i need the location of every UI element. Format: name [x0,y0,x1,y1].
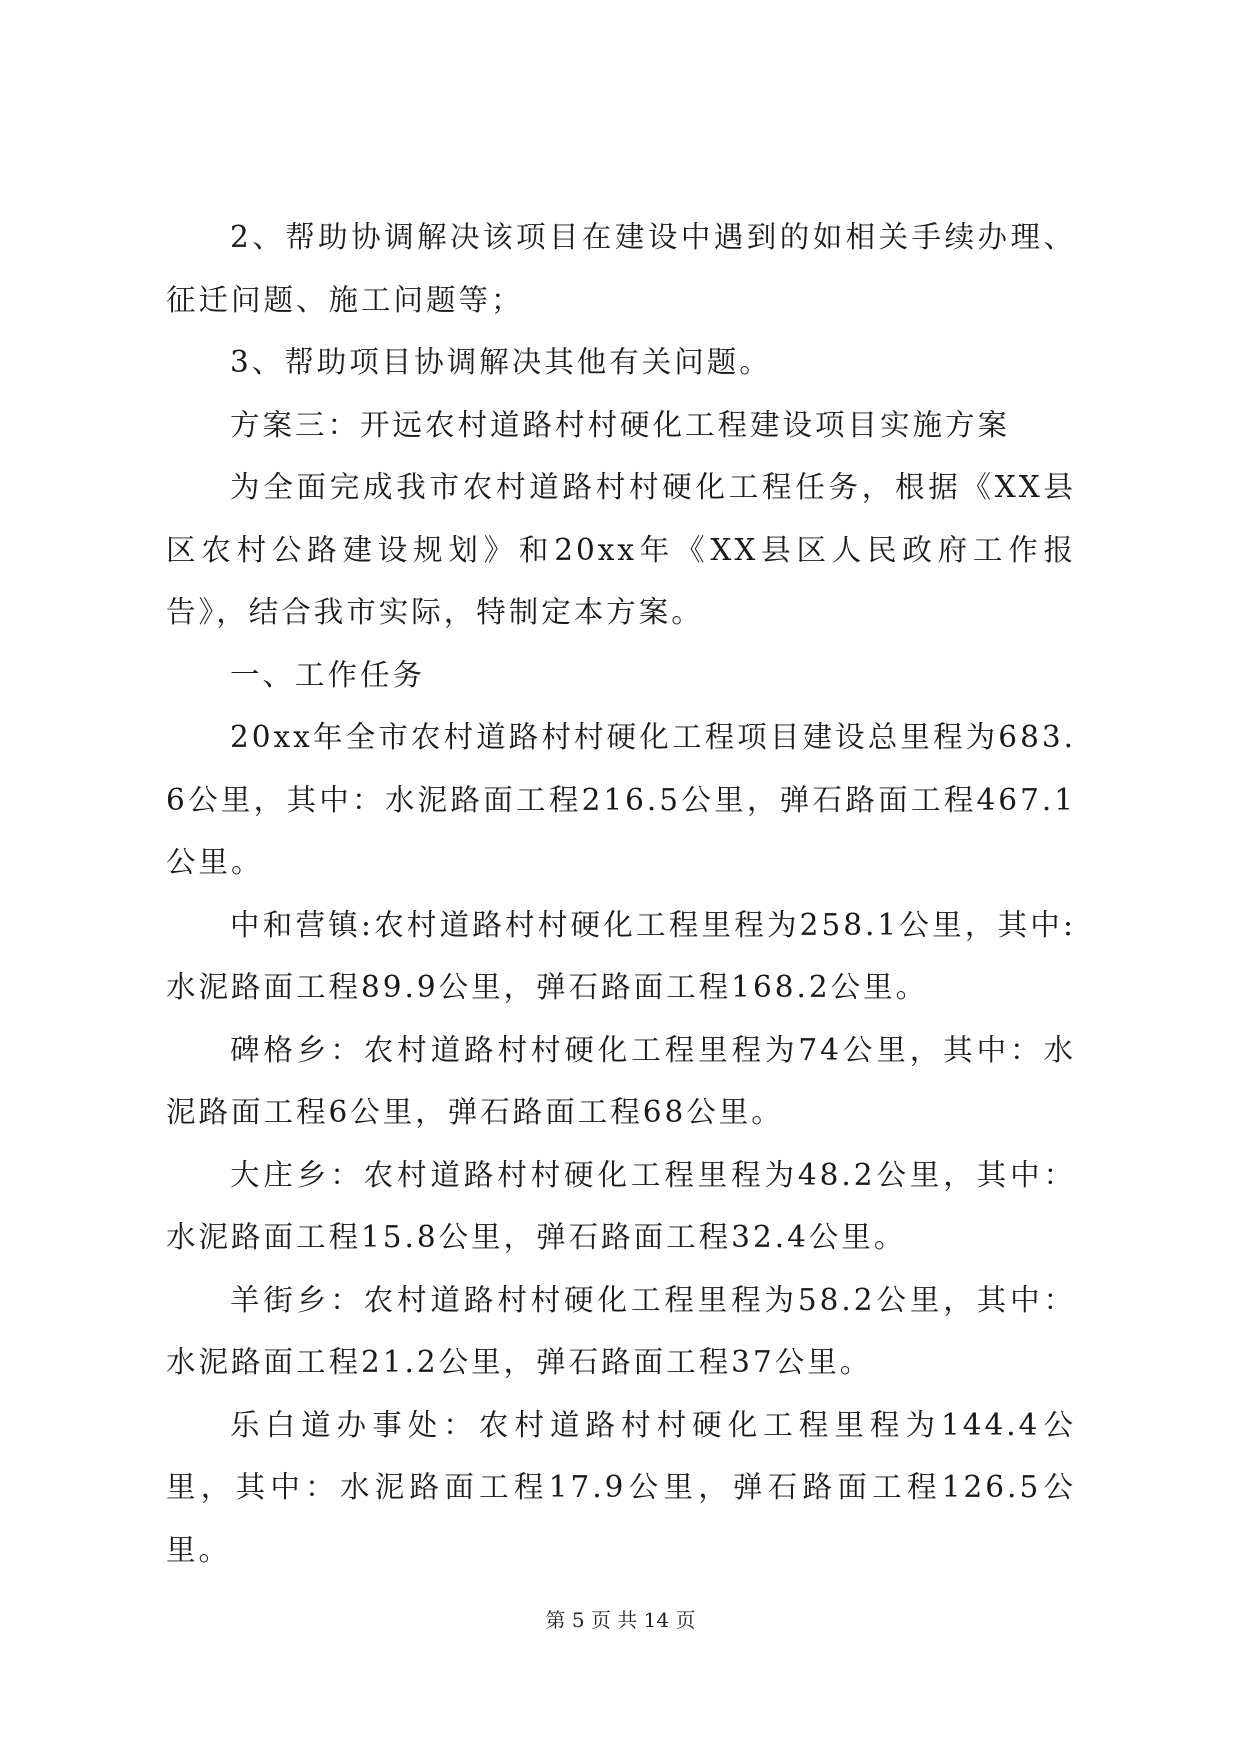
document-body [166,206,1076,1581]
paragraph-beige-township: 碑格乡：农村道路村村硬化工程里程为74公里，其中：水泥路面工程6公里，弹石路面工程68公里。 [166,1032,1076,1129]
paragraph-coordinate-procedures: 2、帮助协调解决该项目在建设中遇到的如相关手续办理、征迁问题、施工问题等； [166,220,1076,317]
paragraph-yangjie-township: 羊街乡：农村道路村村硬化工程里程为58.2公里，其中：水泥路面工程21.2公里，弹石路面工程37公里。 [166,1282,1076,1379]
paragraph-zhongheying-town: 中和营镇:农村道路村村硬化工程里程为258.1公里，其中:水泥路面工程89.9公里，弹石路面工程168.2公里。 [166,907,1076,1004]
section-heading-work-tasks: 一、工作任务 [230,657,426,692]
paragraph-coordinate-other-issues: 3、帮助项目协调解决其他有关问题。 [230,345,772,379]
paragraph-total-mileage: 20xx年全市农村道路村村硬化工程项目建设总里程为683.6公里，其中：水泥路面工程216.5公里，弹石路面工程467.1公里。 [166,720,1076,879]
paragraph-dazhuang-township: 大庄乡：农村道路村村硬化工程里程为48.2公里，其中：水泥路面工程15.8公里，弹石路面工程32.4公里。 [166,1157,1076,1254]
paragraph-lebai-office: 乐白道办事处：农村道路村村硬化工程里程为144.4公里，其中：水泥路面工程17.9公里，弹石路面工程126.5公里。 [166,1407,1076,1567]
section-heading-plan-three: 方案三：开远农村道路村村硬化工程建设项目实施方案 [230,407,1011,442]
page-number-footer: 第 5 页 共 14 页 [545,1608,696,1632]
paragraph-plan-intro: 为全面完成我市农村道路村村硬化工程任务，根据《XX县区农村公路建设规划》和20xx年《XX县区人民政府工作报告》，结合我市实际，特制定本方案。 [166,470,1076,629]
